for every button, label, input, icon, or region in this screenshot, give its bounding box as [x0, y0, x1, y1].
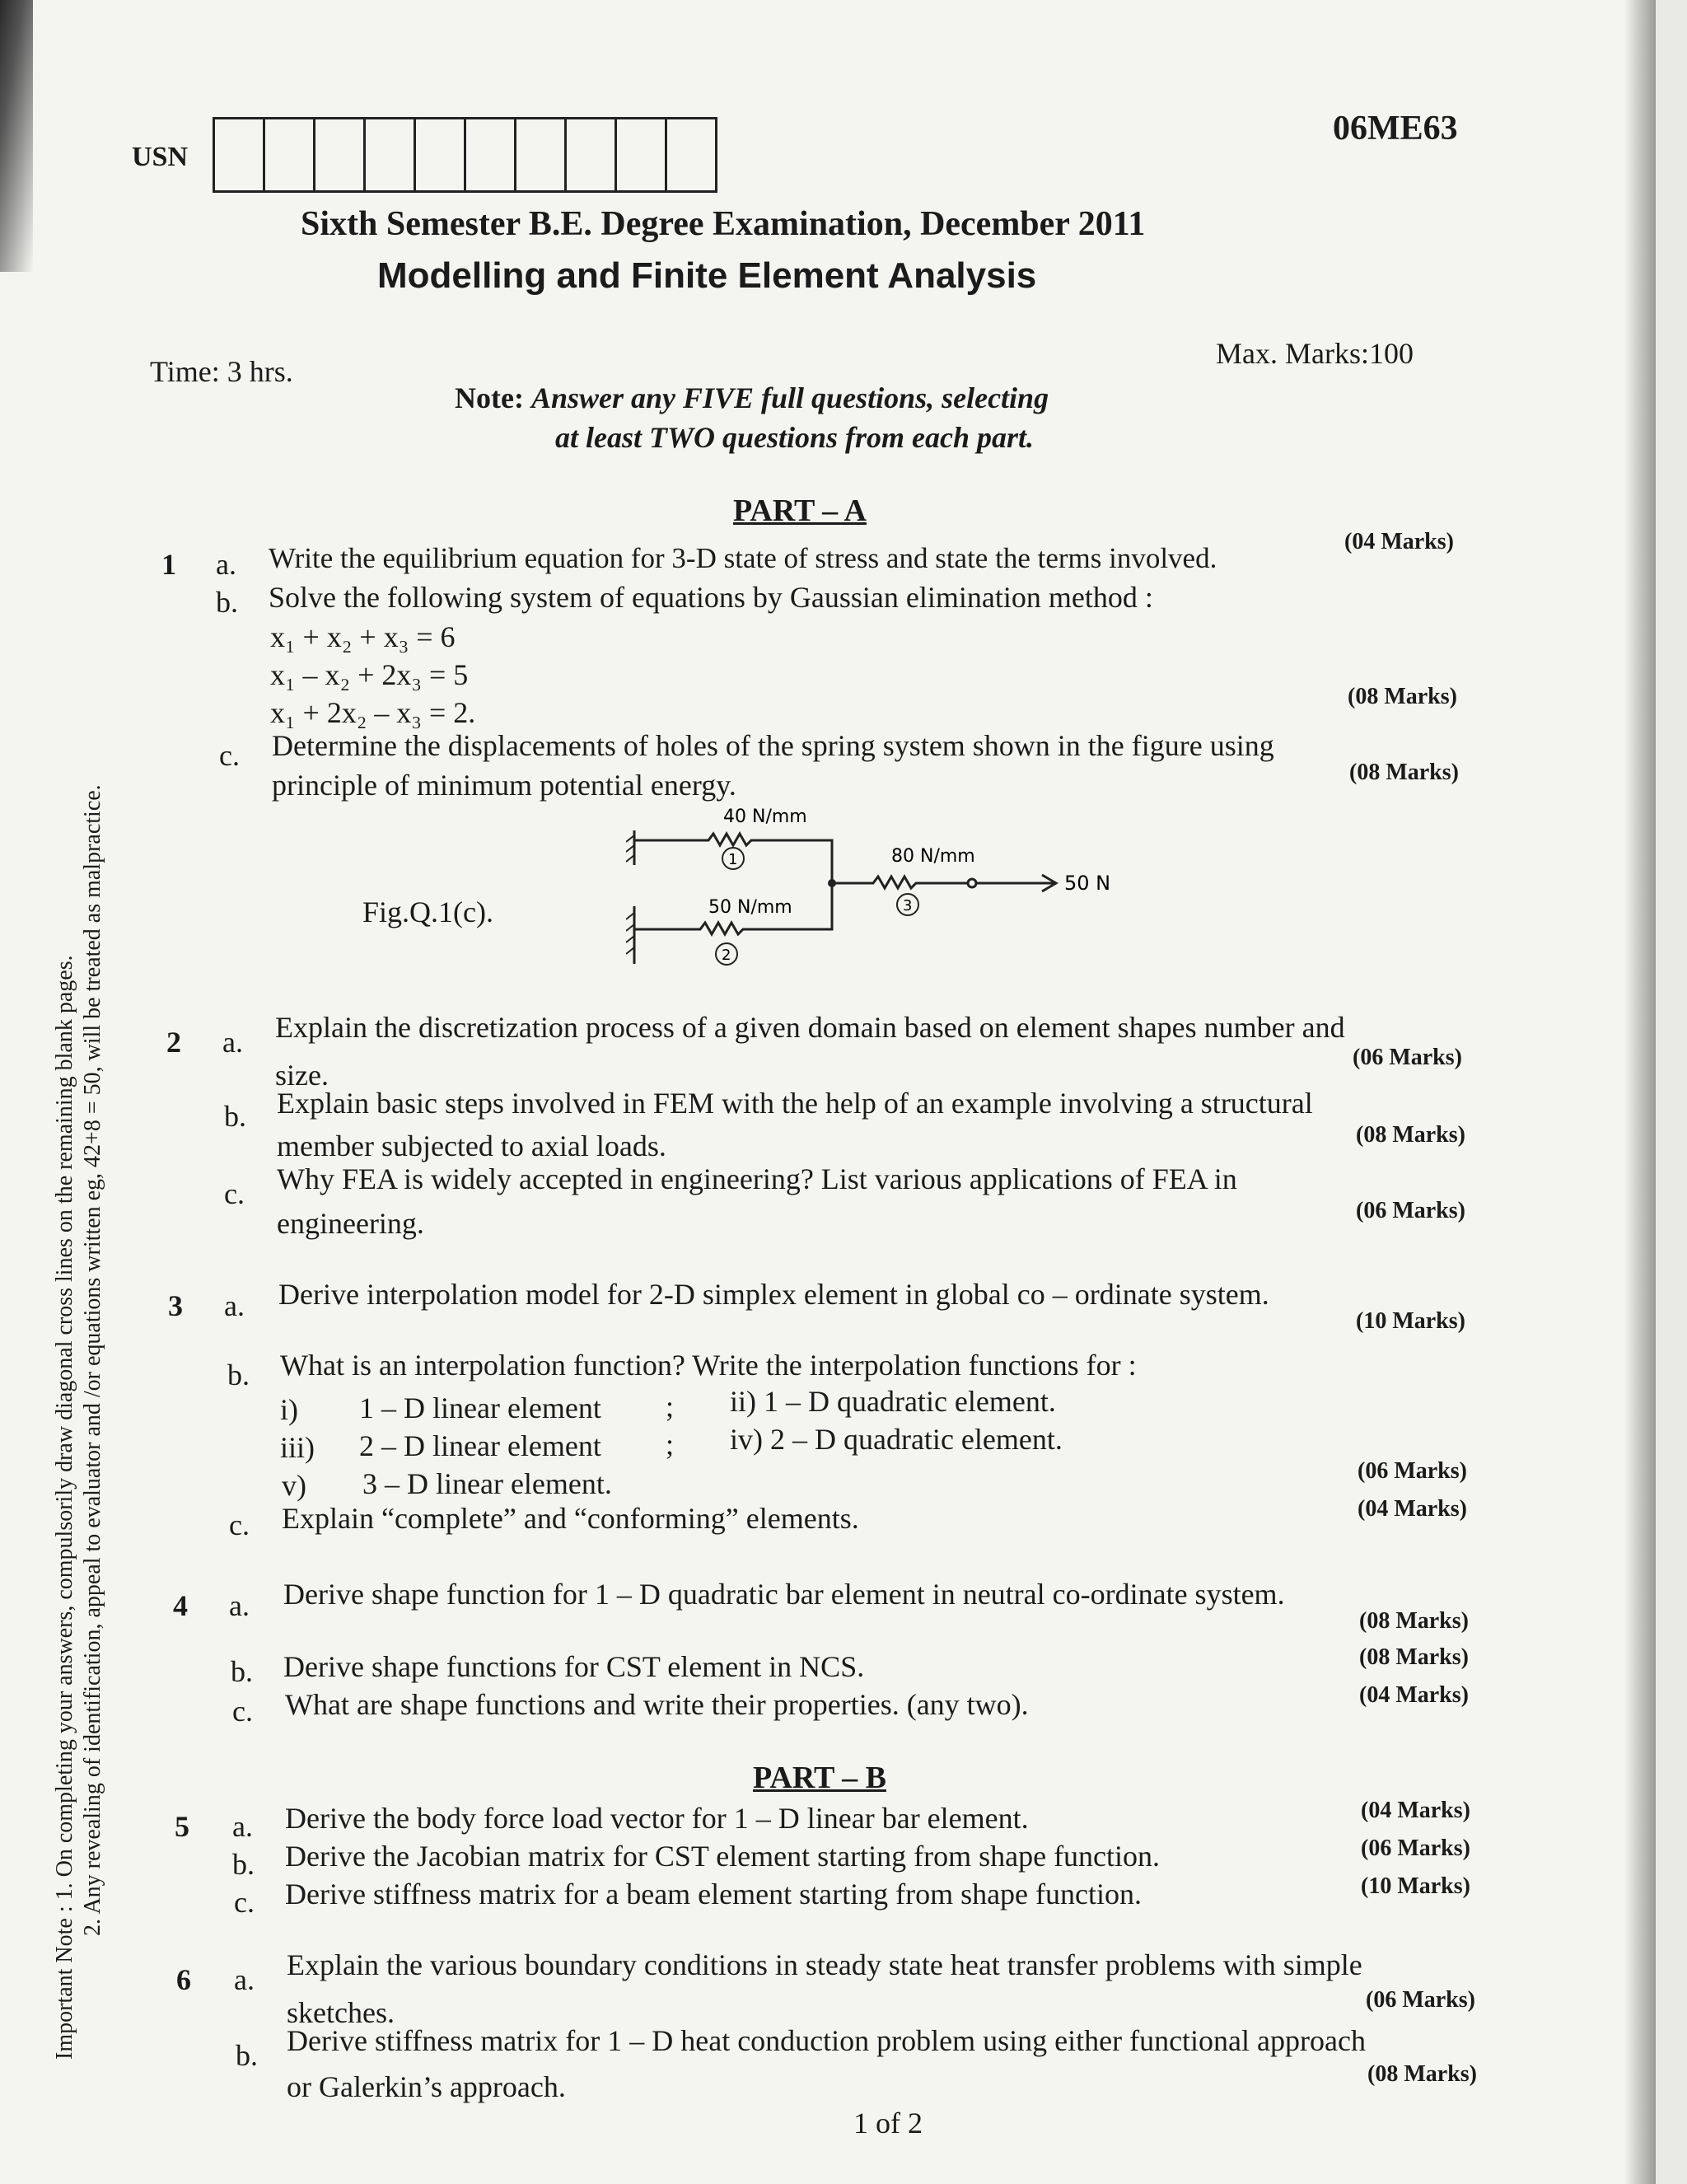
q4b-text: Derive shape functions for CST element in NCS.	[283, 1650, 865, 1683]
usn-cell[interactable]	[617, 119, 667, 190]
q4c-text: What are shape functions and write their properties. (any two).	[285, 1688, 1029, 1721]
sub-label: c.	[219, 739, 240, 772]
q3b-item-i: 1 – D linear element	[359, 1391, 601, 1424]
q5c-text: Derive stiffness matrix for a beam element starting from shape function.	[285, 1878, 1143, 1910]
element-number: 3	[903, 897, 913, 914]
list-marker: i)	[280, 1393, 298, 1426]
sub-label: a.	[234, 1963, 255, 1996]
question-number: 3	[168, 1289, 183, 1322]
sub-label: a.	[222, 1026, 243, 1059]
equation-3: x₁ + 2x₂ – x₃ = 2.	[270, 696, 476, 729]
question-number: 1	[161, 548, 176, 581]
marks: (04 Marks)	[1358, 1496, 1467, 1522]
q5b-text: Derive the Jacobian matrix for CST element starting from shape function.	[285, 1840, 1161, 1873]
applied-force: 50 N	[1064, 872, 1111, 895]
page-right-edge	[1624, 0, 1656, 2184]
usn-cell[interactable]	[667, 119, 715, 190]
side-note-line2: 2. Any revealing of identification, appeal to evaluator and /or equations written eg, 42+8 = 50, will be treated as malpractice.	[80, 784, 105, 1936]
page-number: 1 of 2	[853, 2107, 923, 2140]
exam-time: Time: 3 hrs.	[150, 355, 293, 388]
spring-3	[832, 877, 968, 888]
marks: (06 Marks)	[1358, 1458, 1467, 1484]
q6a-text-line2: sketches.	[287, 1996, 395, 2029]
sub-label: b.	[216, 586, 238, 619]
q3b-item-ii: ii) 1 – D quadratic element.	[730, 1385, 1056, 1418]
note-line1: Answer any FIVE full questions, selecting	[530, 381, 1049, 414]
sub-label: b.	[232, 1848, 255, 1881]
separator: ;	[666, 1390, 675, 1423]
course-code: 06ME63	[1333, 110, 1458, 147]
sub-label: a.	[232, 1810, 253, 1843]
q1c-text-line1: Determine the displacements of holes of the spring system shown in the figure using	[272, 729, 1274, 762]
sub-label: a.	[229, 1589, 250, 1622]
usn-boxes[interactable]	[213, 117, 717, 193]
usn-cell[interactable]	[567, 119, 617, 190]
sub-label: b.	[224, 1100, 246, 1133]
q2c-text-line2: engineering.	[277, 1207, 424, 1240]
subject-title: Modelling and Finite Element Analysis	[377, 255, 1037, 296]
q3b-item-v: 3 – D linear element.	[362, 1467, 612, 1500]
usn-cell[interactable]	[215, 119, 265, 190]
element-number: 2	[722, 947, 731, 964]
q3c-text: Explain “complete” and “conforming” elements.	[282, 1502, 859, 1535]
q3b-item-iii: 2 – D linear element	[359, 1429, 601, 1462]
page-edge-shadow	[0, 0, 33, 272]
usn-cell[interactable]	[315, 119, 366, 190]
marks: (04 Marks)	[1361, 1798, 1470, 1823]
q2a-text-line1: Explain the discretization process of a given domain based on element shapes number and	[275, 1011, 1345, 1044]
marks: (08 Marks)	[1348, 684, 1457, 709]
q3b-item-iv: iv) 2 – D quadratic element.	[730, 1423, 1063, 1456]
question-number: 2	[166, 1026, 181, 1059]
usn-cell[interactable]	[366, 119, 416, 190]
marks: (08 Marks)	[1359, 1644, 1469, 1670]
marks: (08 Marks)	[1359, 1608, 1469, 1634]
separator: ;	[666, 1428, 675, 1461]
question-number: 4	[173, 1589, 188, 1622]
spring-1-stiffness: 40 N/mm	[723, 807, 807, 827]
spring-2-stiffness: 50 N/mm	[708, 897, 792, 918]
marks: (04 Marks)	[1344, 529, 1454, 554]
q2a-text-line2: size.	[275, 1059, 329, 1092]
note-label: Note:	[455, 381, 524, 414]
spring-system-figure	[626, 807, 1153, 980]
q3b-text: What is an interpolation function? Write the interpolation functions for :	[280, 1349, 1137, 1382]
question-number: 6	[176, 1963, 191, 1996]
q2b-text-line1: Explain basic steps involved in FEM with the help of an example involving a structural	[277, 1087, 1313, 1120]
spring-3-stiffness: 80 N/mm	[891, 846, 975, 867]
q5a-text: Derive the body force load vector for 1 – D linear bar element.	[285, 1802, 1029, 1835]
note-line2: at least TWO questions from each part.	[555, 421, 1035, 454]
q6b-text-line1: Derive stiffness matrix for 1 – D heat conduction problem using either functional approach	[287, 2024, 1366, 2057]
q1b-text: Solve the following system of equations by Gaussian elimination method :	[269, 581, 1153, 614]
sub-label: c.	[224, 1177, 245, 1210]
sub-label: b.	[231, 1655, 253, 1688]
marks: (10 Marks)	[1361, 1873, 1470, 1899]
marks: (08 Marks)	[1367, 2061, 1477, 2087]
q1a-text: Write the equilibrium equation for 3-D state of stress and state the terms involved.	[269, 542, 1217, 574]
equation-2: x₁ – x₂ + 2x₃ = 5	[270, 658, 469, 691]
max-marks: Max. Marks:100	[1216, 337, 1414, 370]
sub-label: a.	[216, 548, 236, 581]
equation-1: x₁ + x₂ + x₃ = 6	[270, 620, 456, 653]
sub-label: b.	[227, 1359, 250, 1391]
list-marker: iii)	[280, 1431, 315, 1464]
side-note-line1: Important Note : 1. On completing your answers, compulsorily draw diagonal cross lines on the remaining blank pages.	[52, 955, 77, 2060]
marks: (08 Marks)	[1356, 1122, 1465, 1148]
sub-label: c.	[232, 1695, 253, 1728]
sub-label: b.	[236, 2039, 258, 2072]
marks: (06 Marks)	[1361, 1836, 1470, 1861]
marks: (10 Marks)	[1356, 1308, 1465, 1334]
question-number: 5	[175, 1810, 189, 1843]
part-a-heading: PART – A	[733, 493, 867, 528]
part-b-heading: PART – B	[753, 1761, 886, 1795]
node	[968, 879, 976, 887]
figure-label: Fig.Q.1(c).	[362, 896, 493, 928]
node	[828, 879, 836, 887]
usn-cell[interactable]	[516, 119, 567, 190]
usn-label: USN	[132, 142, 189, 172]
q4a-text: Derive shape function for 1 – D quadratic bar element in neutral co-ordinate system.	[283, 1578, 1285, 1611]
q1c-text-line2: principle of minimum potential energy.	[272, 769, 736, 802]
marks: (06 Marks)	[1356, 1198, 1465, 1223]
q2b-text-line2: member subjected to axial loads.	[277, 1129, 666, 1162]
side-important-note	[51, 784, 107, 2060]
marks: (06 Marks)	[1353, 1045, 1462, 1070]
marks: (04 Marks)	[1359, 1682, 1469, 1708]
q6a-text-line1: Explain the various boundary conditions in steady state heat transfer problems with simple	[287, 1948, 1362, 1981]
instructions-note	[455, 381, 1049, 415]
q6b-text-line2: or Galerkin’s approach.	[287, 2070, 566, 2103]
element-number: 1	[728, 851, 738, 868]
sub-label: c.	[229, 1508, 250, 1541]
sub-label: c.	[234, 1886, 255, 1919]
usn-cell[interactable]	[265, 119, 315, 190]
usn-cell[interactable]	[466, 119, 516, 190]
marks: (06 Marks)	[1366, 1987, 1475, 2013]
usn-cell[interactable]	[416, 119, 466, 190]
q3a-text: Derive interpolation model for 2-D simplex element in global co – ordinate system.	[278, 1278, 1269, 1311]
marks: (08 Marks)	[1349, 760, 1459, 785]
q2c-text-line1: Why FEA is widely accepted in engineering? List various applications of FEA in	[277, 1162, 1237, 1195]
list-marker: v)	[282, 1469, 306, 1502]
exam-title: Sixth Semester B.E. Degree Examination, December 2011	[301, 205, 1146, 243]
sub-label: a.	[224, 1289, 245, 1322]
